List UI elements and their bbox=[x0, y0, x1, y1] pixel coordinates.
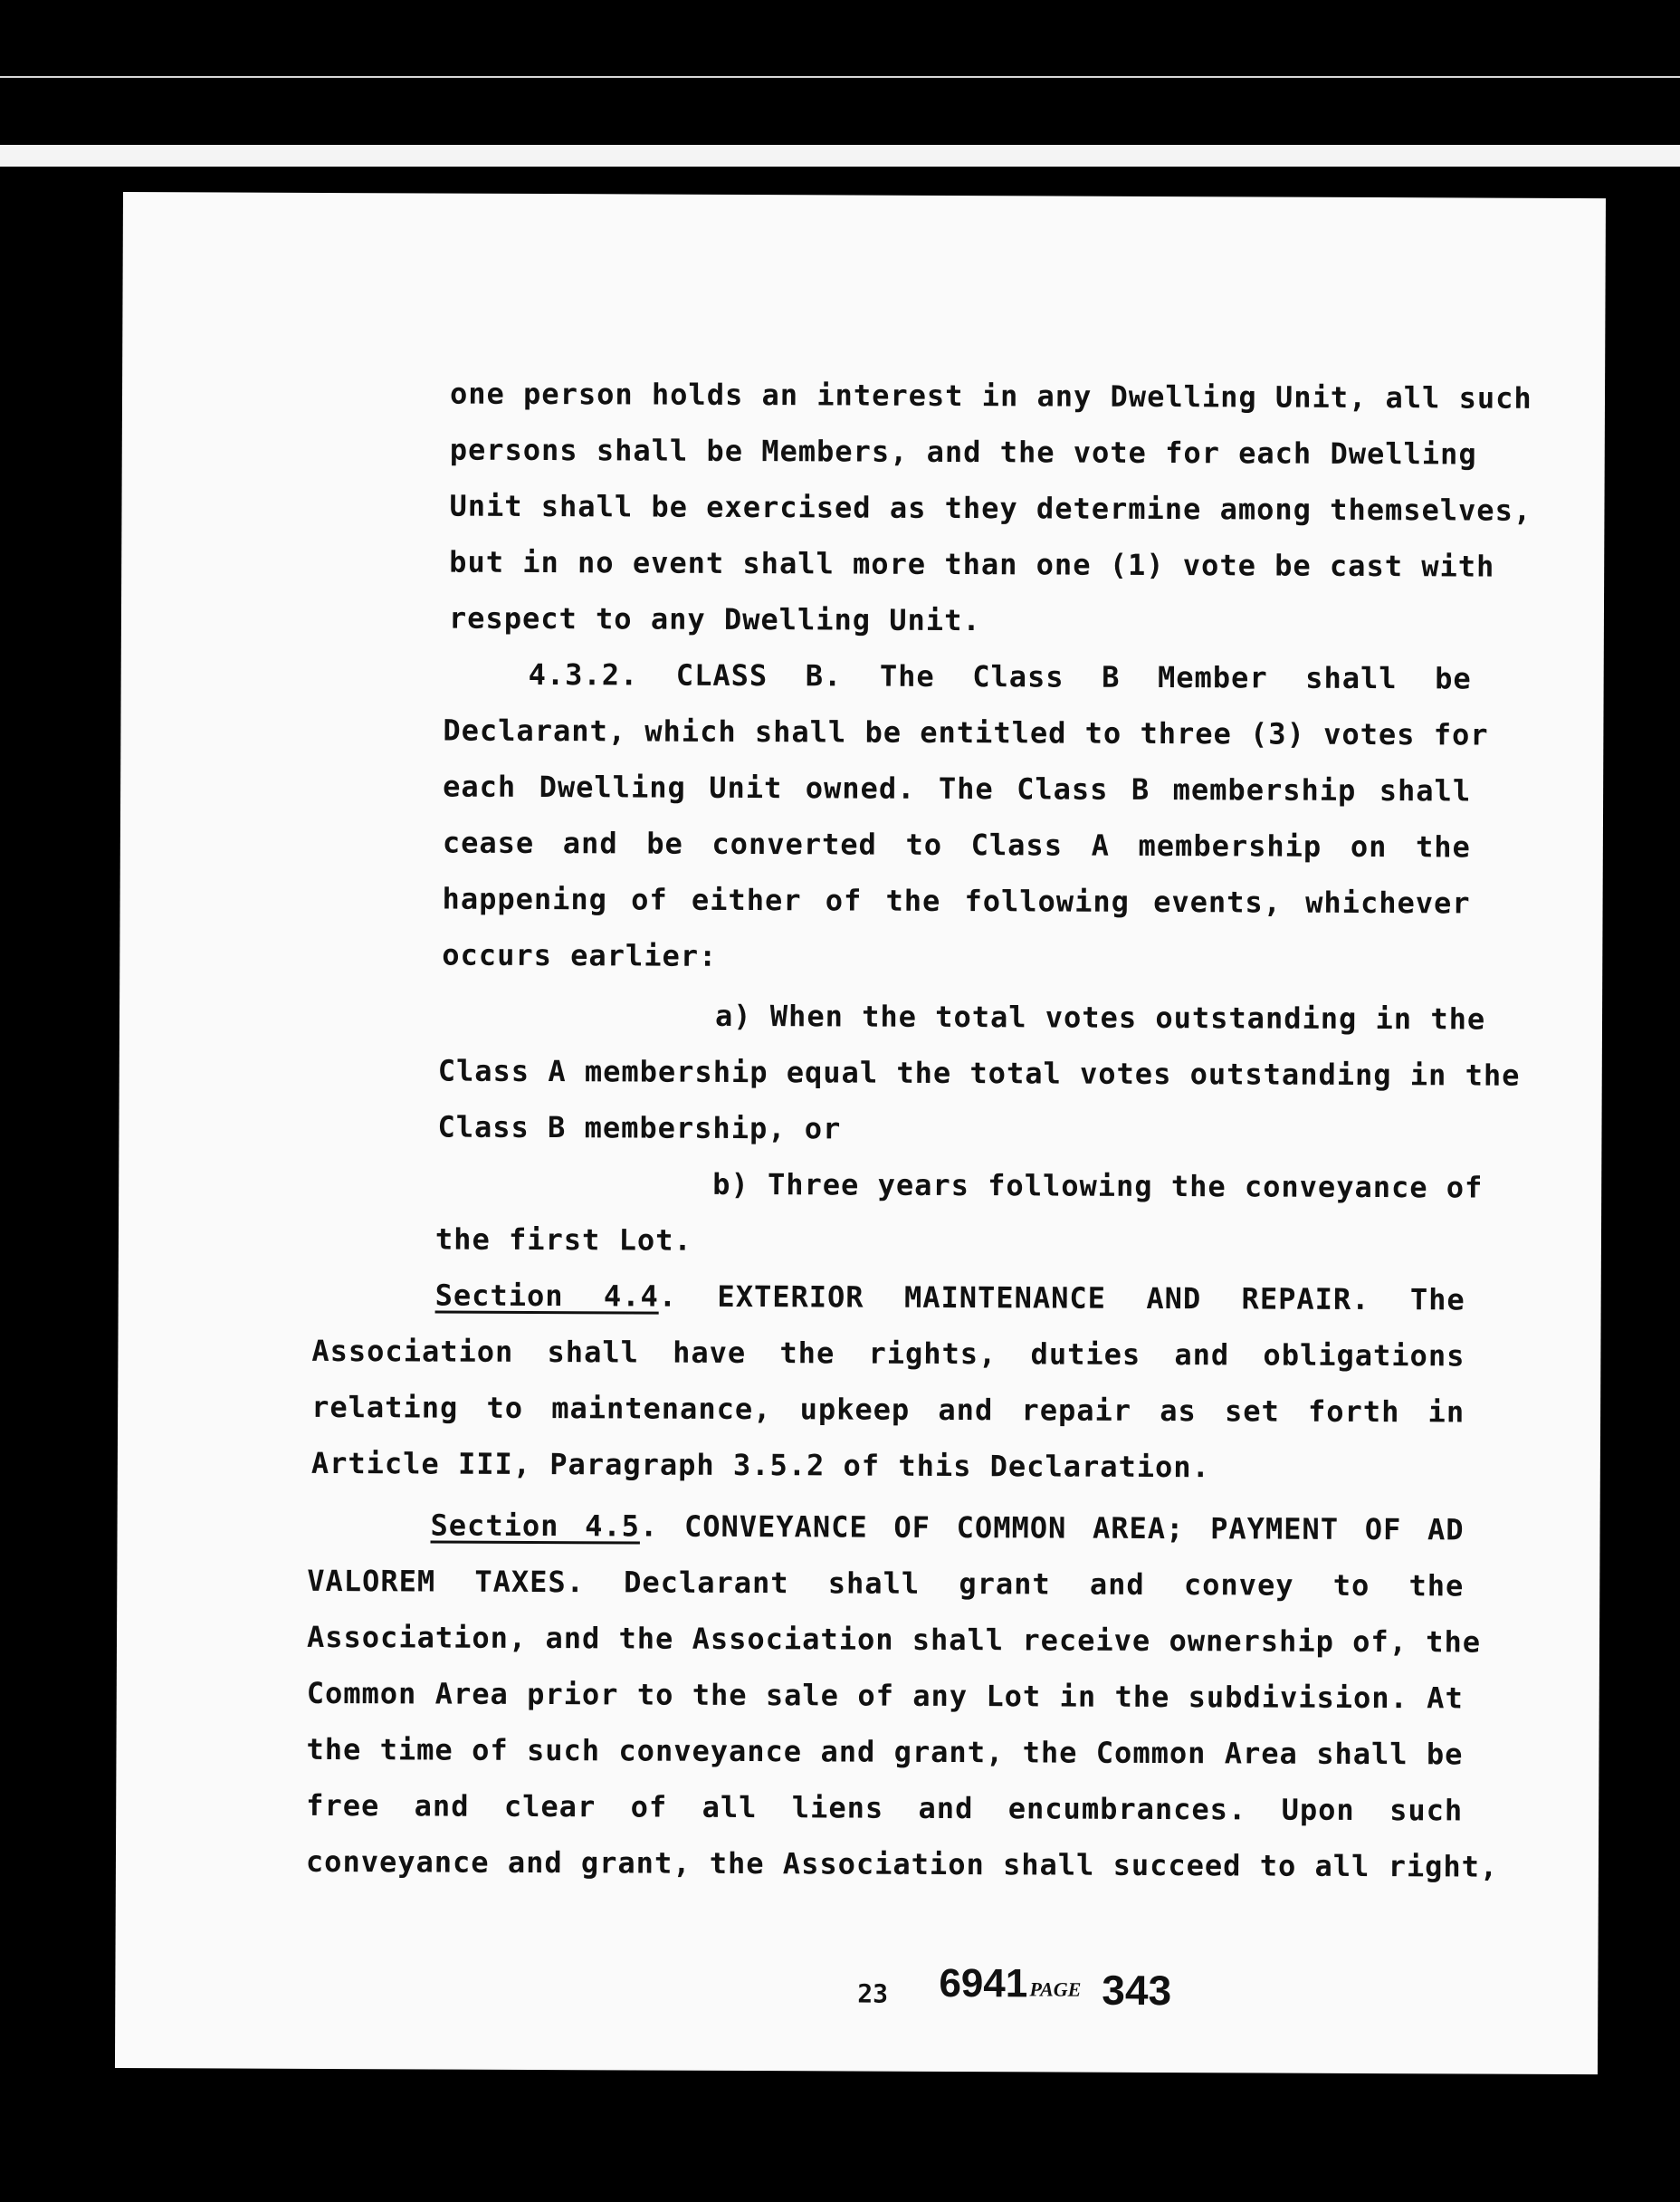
text-line: Declarant, which shall be entitled to three (3) votes for bbox=[443, 713, 1489, 752]
document-page bbox=[115, 192, 1606, 2074]
page-footer bbox=[857, 1960, 1364, 2015]
text-line: but in no event shall more than one (1) vote be cast with bbox=[449, 544, 1495, 584]
text-line: Unit shall be exercised as they determine among themselves, bbox=[449, 488, 1532, 528]
text-line: Association, and the Association shall receive ownership of, the bbox=[306, 1619, 1482, 1660]
text-line: persons shall be Members, and the vote for each Dwelling bbox=[449, 432, 1477, 472]
scan-edge-line bbox=[0, 76, 1680, 78]
text-line: cease and be converted to Class A membership on the bbox=[442, 825, 1471, 865]
text-line: a) When the total votes outstanding in the bbox=[714, 998, 1486, 1037]
list-item-b bbox=[434, 1155, 1484, 1272]
section-title: . CONVEYANCE OF COMMON AREA; PAYMENT OF AD bbox=[639, 1508, 1465, 1547]
section-title: . EXTERIOR MAINTENANCE AND REPAIR. The bbox=[658, 1278, 1465, 1317]
text-line: each Dwelling Unit owned. The Class B membership shall bbox=[443, 769, 1472, 809]
text-line: Class A membership equal the total votes outstanding in the bbox=[437, 1053, 1521, 1093]
text-line: respect to any Dwelling Unit. bbox=[448, 600, 981, 638]
page-label: PAGE bbox=[1029, 1977, 1082, 2001]
text-line: Common Area prior to the sale of any Lot in the subdivision. At bbox=[306, 1675, 1464, 1716]
section-4-5 bbox=[305, 1497, 1499, 1895]
paragraph-class-b bbox=[442, 646, 1489, 988]
text-line: the time of such conveyance and grant, the Common Area shall be bbox=[306, 1731, 1464, 1772]
text-line: 4.3.2. CLASS B. The Class B Member shall be bbox=[528, 656, 1472, 696]
text-line: Article III, Paragraph 3.5.2 of this Declaration. bbox=[310, 1445, 1210, 1485]
scan-edge-band bbox=[0, 145, 1680, 167]
section-heading-line bbox=[435, 1268, 1465, 1328]
text-line: conveyance and grant, the Association shall succeed to all right, bbox=[305, 1843, 1499, 1884]
text-line: free and clear of all liens and encumbrances. Upon such bbox=[306, 1787, 1464, 1828]
page-number: 23 bbox=[857, 1978, 889, 2009]
text-line: relating to maintenance, upkeep and repair as set forth in bbox=[311, 1389, 1465, 1430]
text-line: one person holds an interest in any Dwelling Unit, all such bbox=[449, 376, 1532, 416]
recording-page-number: 343 bbox=[1102, 1966, 1172, 2015]
section-4-4 bbox=[311, 1267, 1465, 1497]
section-heading-line bbox=[430, 1497, 1464, 1557]
text-line: VALOREM TAXES. Declarant shall grant and convey to the bbox=[307, 1563, 1465, 1604]
text-line: Association shall have the rights, duties and obligations bbox=[311, 1333, 1465, 1374]
text-line: occurs earlier: bbox=[442, 937, 718, 973]
text-line: the first Lot. bbox=[434, 1221, 692, 1258]
section-heading: Section 4.4 bbox=[434, 1278, 659, 1314]
text-line: b) Three years following the conveyance of bbox=[712, 1166, 1484, 1205]
text-line: Class B membership, or bbox=[437, 1109, 842, 1146]
section-heading: Section 4.5 bbox=[430, 1508, 641, 1544]
paragraph-continuation bbox=[448, 366, 1532, 651]
book-number: 6941 bbox=[939, 1960, 1028, 2006]
text-line: happening of either of the following events, whichever bbox=[442, 881, 1471, 921]
list-item-a bbox=[437, 987, 1521, 1160]
